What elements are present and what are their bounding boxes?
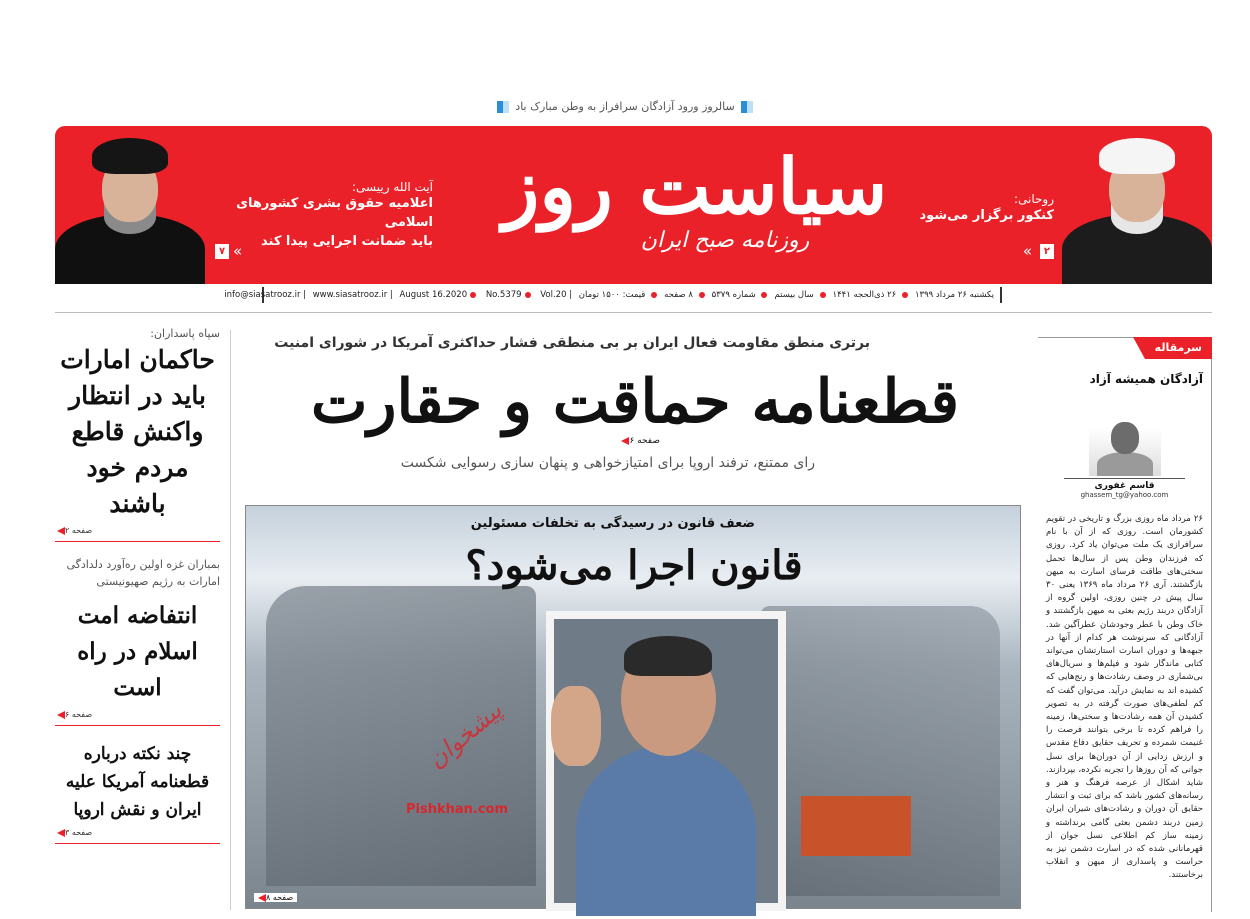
masthead-right-kicker: روحانی: xyxy=(1013,192,1054,206)
editorial-title: آزادگان همیشه آزاد xyxy=(1089,372,1203,386)
truck xyxy=(801,796,911,856)
author-name: قاسم غفوری xyxy=(1064,478,1185,491)
story-title: انتفاضه امت اسلام در راه است xyxy=(77,602,198,701)
raisi-portrait xyxy=(55,134,205,284)
left-story-3[interactable] xyxy=(55,740,220,844)
story-page-ref: صفحه ۶ xyxy=(55,710,220,719)
watermark-url: Pishkhan.com xyxy=(406,802,509,817)
masthead-right-page: ۲ xyxy=(1040,244,1054,259)
masthead-left-page: ۷ xyxy=(215,244,229,259)
masthead-right-headline: کنکور برگزار می‌شود xyxy=(919,208,1054,223)
man-body xyxy=(576,746,756,916)
watermark-logo: پیشخوان xyxy=(422,696,508,774)
issue-number: شماره ۵۳۷۹ xyxy=(711,290,756,300)
photo-page-ref: صفحه ۸ xyxy=(254,893,297,902)
lead-deck: رای ممتنع، ترفند اروپا برای امتیازخواهی و پنهان سازی رسوایی شکست xyxy=(400,455,815,471)
arrows-icon: » xyxy=(233,242,243,260)
top-banner-text: سالروز ورود آزادگان سرافراز به وطن مبارک باد xyxy=(515,100,735,113)
date-english: August 16.2020 xyxy=(399,290,468,300)
masthead-left-kicker: آیت الله رییسی: xyxy=(352,180,433,194)
price: قیمت: ۱۵۰۰ تومان xyxy=(578,290,646,300)
email-link[interactable]: info@siasatrooz.ir xyxy=(224,290,301,300)
photo-headline: قانون اجرا می‌شود؟ xyxy=(465,542,803,589)
editorial-column[interactable] xyxy=(1038,337,1212,912)
top-banner xyxy=(0,100,1250,113)
story-kicker: سپاه پاسداران: xyxy=(150,327,220,340)
website-link[interactable]: www.siasatrooz.ir xyxy=(312,290,388,300)
rouhani-portrait xyxy=(1062,134,1212,284)
divider xyxy=(55,312,1212,313)
date-hijri: ۲۶ ذی‌الحجه ۱۴۴۱ xyxy=(832,290,897,300)
arrows-icon: » xyxy=(1022,242,1032,260)
lead-page-ref: صفحه ۶ xyxy=(240,436,1030,446)
date-persian: یکشنبه ۲۶ مرداد ۱۳۹۹ xyxy=(914,290,994,300)
story-page-ref: صفحه ۲ xyxy=(55,526,220,535)
page-count: ۸ صفحه xyxy=(664,290,693,300)
logo-name: سیاست روز xyxy=(502,142,888,231)
masthead-left-headline-2: باید ضمانت اجرایی پیدا کند xyxy=(261,234,433,249)
year: سال بیستم xyxy=(774,290,814,300)
lead-supertitle: برتری منطق مقاومت فعال ایران بر بی منطقی فشار حداکثری آمریکا در شورای امنیت xyxy=(274,335,870,351)
editorial-section-tag: سرمقاله xyxy=(1145,337,1212,359)
left-story-2[interactable] xyxy=(55,556,220,726)
left-story-1[interactable] xyxy=(55,325,220,542)
masthead-left-headline-1: اعلامیه حقوق بشری کشورهای اسلامی xyxy=(236,196,433,230)
lead-photo[interactable] xyxy=(245,505,1021,909)
story-kicker: بمباران غزه اولین ره‌آورد دلدادگی امارات به رژیم صهیونیستی xyxy=(66,558,220,588)
masthead-right-story[interactable] xyxy=(920,192,1054,225)
column-divider xyxy=(230,330,231,910)
man-hair xyxy=(624,636,712,676)
author-email: ghassem_tg@yahoo.com xyxy=(1080,491,1169,499)
story-title: حاکمان امارات باید در انتظار واکنش قاطع مردم خود باشند xyxy=(60,345,215,518)
banner-square-icon xyxy=(497,101,509,113)
waving-hand xyxy=(551,686,601,766)
number-english: No.5379 xyxy=(485,290,522,300)
masthead-left-story[interactable] xyxy=(213,180,433,251)
info-bar: یکشنبه ۲۶ مرداد ۱۳۹۹ ۲۶ ذی‌الحجه ۱۴۴۱ سال بیستم شماره ۵۳۷۹ ۸ صفحه قیمت: ۱۵۰۰ تومان | info@siasatrooz.ir | www.siasatrooz.ir | August 16.2020 No.5379 Vol.20 xyxy=(262,287,1002,303)
volume-english: Vol.20 xyxy=(540,290,567,300)
masthead xyxy=(55,126,1212,284)
lead-headline: قطعنامه حماقت و حقارت xyxy=(310,367,960,437)
story-page-ref: صفحه ۳ xyxy=(55,828,220,837)
van-window xyxy=(266,586,536,886)
logo-subtitle: روزنامه صبح ایران xyxy=(640,228,810,253)
story-title: چند نکته درباره قطعنامه آمریکا علیه ایران و نقش اروپا xyxy=(65,744,210,820)
banner-square-icon xyxy=(741,101,753,113)
author-photo xyxy=(1089,416,1161,476)
editorial-body: ۲۶ مرداد ماه روزی بزرگ و تاریخی در تقویم کشورمان است. روزی که از آن با نام سرافرازی یک ملت می‌توان یاد کرد. روزی که فرزندان وطن پس از سال‌ها تحمل سختی‌های طاقت فرسای اسارت به میهن بازگشتند. آری ۲۶ مرداد ماه ۱۳۶۹ یعنی ۳۰ سال پیش در چنین روزی، اولین گروه از آزادگان دربند رژیم بعثی به میهن بازگشتند و خاک وطن با عطر وجودشان عطرآگین شد. آزادگانی که سرنوشت هر کدام از آنها در جبهه‌ها و دوران اسارت استارتشان می‌تواند کتابی ماندگار شود و فیلم‌ها و سریال‌های بی‌شماری در وصف رشادت‌ها و رنج‌هایی که کشیده اند به نمایش درآید. می‌توان گفت که کم لطفی‌های صورت گرفته در به تصویر کشیدن آن همه رشادت‌ها و سختی‌ها، زمینه را فراهم کرده تا برخی بتوانند فرصت را غنیمت شمرده و تحریف حقایق دفاع مقدس و ارزش زدایی از آن دوران‌ها برای نسل جوانی که آن روزها را تجربه نکرده، بپردازند. شاید اشکال از عرصه فرهنگ و هنر و رسانه‌های کشور باشد که برای ثبت و انتشار حقایق آن دوران و رشادت‌های شیران ایران زمین دربند دشمن بعثی گامی برنداشته و زمینه ساز کم اطلاعی نسل جوان از قهرمانانی شده که در اسارت دشمن نیز به حراست و پاسداری از میهن و انقلاب برخاستند. xyxy=(1046,514,1203,881)
left-column xyxy=(55,325,220,858)
newspaper-logo xyxy=(495,132,895,282)
lead-story[interactable] xyxy=(240,330,1030,478)
photo-supertitle: ضعف قانون در رسیدگی به تخلفات مسئولین xyxy=(470,516,755,531)
